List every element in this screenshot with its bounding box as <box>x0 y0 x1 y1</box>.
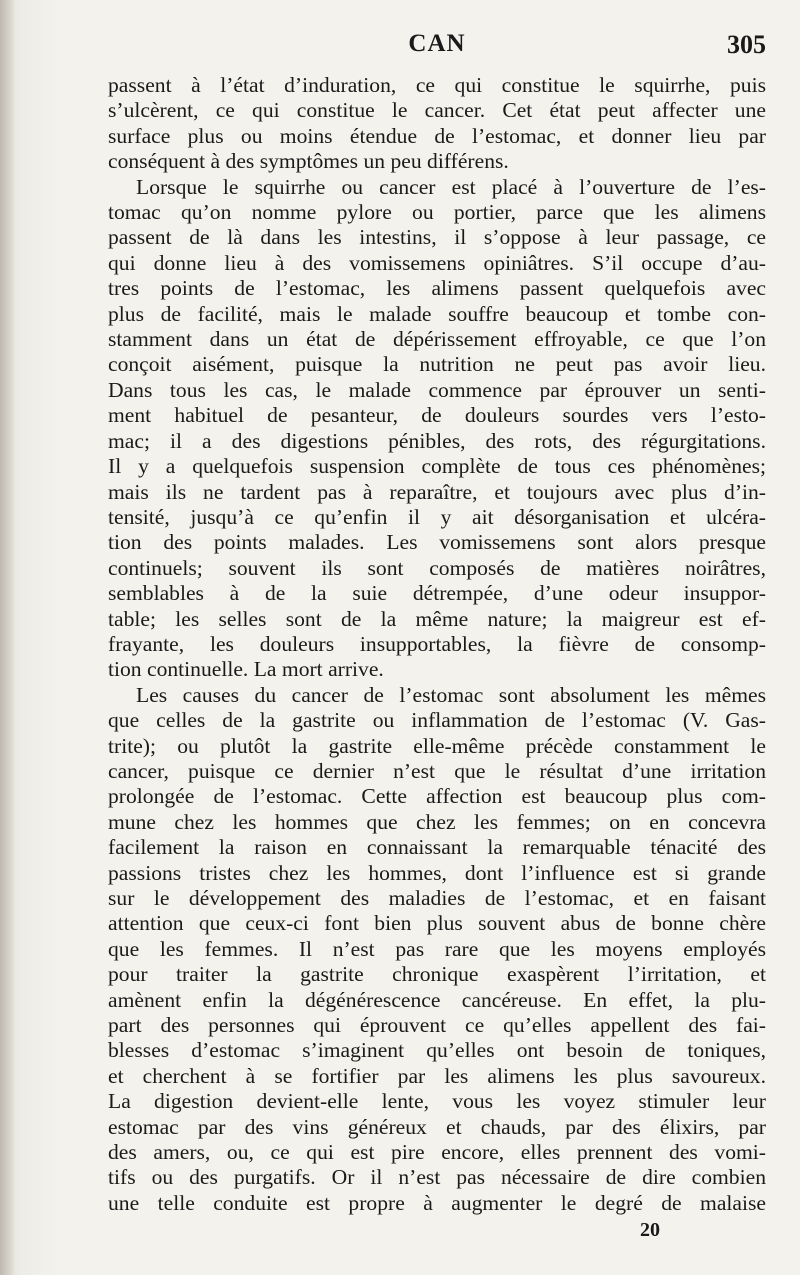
signature-mark: 20 <box>640 1219 660 1241</box>
text-line: La digestion devient-elle lente, vous les voyez stimuler leur <box>108 1089 766 1114</box>
text-line: blesses d’estomac s’imaginent qu’elles ont besoin de toniques, <box>108 1038 766 1063</box>
text-line: tres points de l’estomac, les alimens passent quelquefois avec <box>108 276 766 301</box>
text-line: ment habituel de pesanteur, de douleurs sourdes vers l’esto- <box>108 403 766 428</box>
text-line: surface plus ou moins étendue de l’estomac, et donner lieu par <box>108 123 766 148</box>
text-line: et cherchent à se fortifier par les alimens les plus savoureux. <box>108 1063 766 1088</box>
paragraph-2 <box>108 175 766 683</box>
text-line: Les causes du cancer de l’estomac sont absolument les mêmes <box>136 682 766 707</box>
running-head: CAN <box>408 30 466 57</box>
text-line: des amers, ou, ce qui est pire encore, elles prennent des vomi- <box>108 1140 766 1165</box>
text-line: amènent enfin la dégénérescence cancéreuse. En effet, la plu- <box>108 987 766 1012</box>
text-line: tomac qu’on nomme pylore ou portier, parce que les alimens <box>108 200 766 225</box>
text-line: que celles de la gastrite ou inflammation de l’estomac (V. Gas- <box>108 708 766 733</box>
text-line: conséquent à des symptômes un peu différens. <box>108 149 509 174</box>
text-line: prolongée de l’estomac. Cette affection est beaucoup plus com- <box>108 784 766 809</box>
text-line: estomac par des vins généreux et chauds, par des élixirs, par <box>108 1114 766 1139</box>
text-line: attention que ceux-ci font bien plus souvent abus de bonne chère <box>108 911 766 936</box>
text-line: part des personnes qui éprouvent ce qu’elles appellent des fai- <box>108 1013 766 1038</box>
text-line: continuels; souvent ils sont composés de matières noirâtres, <box>108 555 766 580</box>
text-line: passent à l’état d’induration, ce qui constitue le squirrhe, puis <box>108 73 766 97</box>
text-line: tion des points malades. Les vomissemens sont alors presque <box>108 530 766 555</box>
text-line: Il y a quelquefois suspension complète de tous ces phénomènes; <box>108 454 766 479</box>
text-line: passent de là dans les intestins, il s’oppose à leur passage, ce <box>108 225 766 250</box>
page-body <box>108 73 766 1216</box>
text-line: Dans tous les cas, le malade commence par éprouver un senti- <box>108 377 766 402</box>
text-line: sur le développement des maladies de l’estomac, et en faisant <box>108 886 766 910</box>
text-line: table; les selles sont de la même nature; la maigreur est ef- <box>108 606 766 631</box>
text-line: frayante, les douleurs insupportables, la fièvre de consomp- <box>108 631 766 656</box>
text-line: une telle conduite est propre à augmenter le degré de malaise <box>108 1190 766 1215</box>
text-line: tensité, jusqu’à ce qu’enfin il y ait désorganisation et ulcéra- <box>108 504 766 529</box>
text-line: facilement la raison en connaissant la remarquable ténacité des <box>108 835 766 860</box>
paragraph-3 <box>108 683 766 1217</box>
text-line: mac; il a des digestions pénibles, des rots, des régurgitations. <box>108 428 766 453</box>
text-line: que les femmes. Il n’est pas rare que les moyens employés <box>108 936 766 961</box>
text-line: tifs ou des purgatifs. Or il n’est pas nécessaire de dire combien <box>108 1165 766 1190</box>
text-line: s’ulcèrent, ce qui constitue le cancer. Cet état peut affecter une <box>108 98 766 123</box>
text-line: qui donne lieu à des vomissemens opiniâtres. S’il occupe d’au- <box>108 250 766 275</box>
text-line: mais ils ne tardent pas à reparaître, et toujours avec plus d’in- <box>108 479 766 504</box>
paragraph-1 <box>108 73 766 175</box>
text-line: cancer, puisque ce dernier n’est que le résultat d’une irritation <box>108 758 766 783</box>
text-line: Lorsque le squirrhe ou cancer est placé à l’ouverture de l’es- <box>136 174 766 199</box>
text-line: plus de facilité, mais le malade souffre beaucoup et tombe con- <box>108 301 766 326</box>
text-line: passions tristes chez les hommes, dont l’influence est si grande <box>108 860 766 885</box>
text-line: pour traiter la gastrite chronique exaspèrent l’irritation, et <box>108 962 766 987</box>
page-header <box>108 30 766 64</box>
text-line: conçoit aisément, puisque la nutrition ne peut pas avoir lieu. <box>108 352 766 377</box>
text-line: tion continuelle. La mort arrive. <box>108 657 384 682</box>
page-number: 305 <box>727 30 766 59</box>
text-line: semblables à de la suie détrempée, d’une odeur insuppor- <box>108 581 766 606</box>
text-line: trite); ou plutôt la gastrite elle-même précède constamment le <box>108 733 766 758</box>
text-line: mune chez les hommes que chez les femmes; on en concevra <box>108 809 766 834</box>
page-binding-edge <box>0 0 14 1275</box>
text-line: stamment dans un état de dépérissement effroyable, ce que l’on <box>108 327 766 352</box>
